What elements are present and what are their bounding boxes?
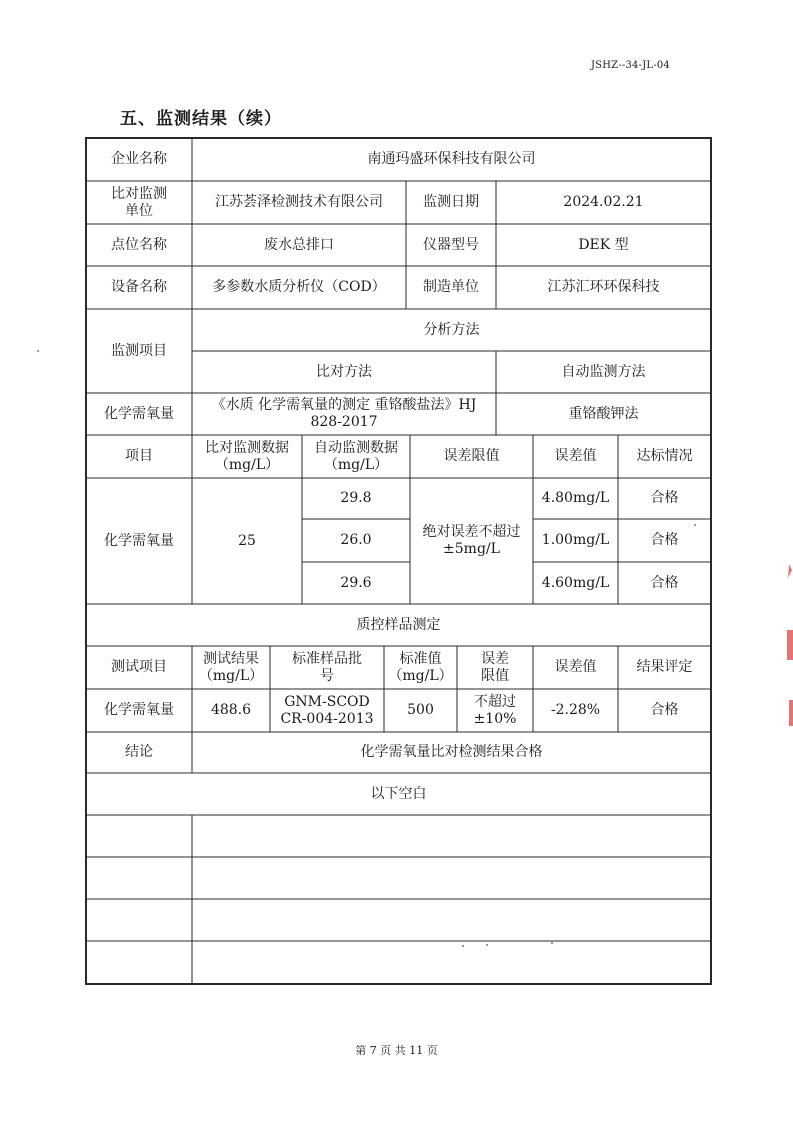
document-code: JSHZ--34-JL-04 <box>591 60 670 71</box>
scan-speck <box>37 350 39 352</box>
point-name-value: 废水总排口 <box>264 236 334 253</box>
cod-method-label: 化学需氧量 <box>104 405 174 422</box>
error-value: 1.00mg/L <box>541 532 610 548</box>
auto-value: 26.0 <box>340 532 372 548</box>
auto-method-value: 重铬酸钾法 <box>568 405 639 422</box>
scan-speck <box>486 944 488 946</box>
company-name-value: 南通玛盛环保科技有限公司 <box>367 151 536 167</box>
device-name-value: 多参数水质分析仪（COD） <box>212 279 386 295</box>
qc-result-header: 测试结果（mg/L） <box>198 650 264 684</box>
auto-data-header: 自动监测数据（mg/L） <box>314 439 398 473</box>
error-value-header: 误差值 <box>554 448 597 464</box>
page-number: 第 7 页 共 11 页 <box>355 1044 438 1057</box>
qc-error: -2.28% <box>550 702 601 718</box>
scan-speck <box>462 945 464 947</box>
qc-error-header: 误差值 <box>554 659 597 675</box>
compare-unit-label: 比对监测单位 <box>111 185 167 219</box>
qc-evaluation: 合格 <box>650 702 679 718</box>
compare-unit-value: 江苏荟泽检测技术有限公司 <box>215 194 383 210</box>
scan-speck <box>694 524 696 526</box>
compare-method-header: 比对方法 <box>316 363 372 380</box>
device-name-label: 设备名称 <box>111 279 167 295</box>
error-value: 4.60mg/L <box>541 574 610 591</box>
error-value: 4.80mg/L <box>541 490 610 506</box>
auto-method-header: 自动监测方法 <box>561 363 646 380</box>
qc-batch: GNM-SCOD CR-004-2013 <box>280 693 374 727</box>
point-name-label: 点位名称 <box>111 236 167 253</box>
conclusion-value: 化学需氧量比对检测结果合格 <box>360 744 543 760</box>
monitor-date-label: 监测日期 <box>423 194 479 210</box>
scan-speck <box>551 942 553 944</box>
status-value: 合格 <box>650 490 679 506</box>
manufacturer-label: 制造单位 <box>423 279 479 295</box>
qc-batch-header: 标准样品批号 <box>292 650 362 684</box>
status-value: 合格 <box>650 532 679 548</box>
qc-std-value: 500 <box>407 702 434 718</box>
qc-limit: 不超过±10% <box>473 693 517 727</box>
company-name-label: 企业名称 <box>111 151 167 167</box>
monitor-item-label: 监测项目 <box>111 342 167 359</box>
error-limit-value: 绝对误差不超过±5mg/L <box>422 524 521 557</box>
section-title: 五、监测结果（续） <box>120 109 282 129</box>
compare-data-header: 比对监测数据（mg/L） <box>205 439 289 473</box>
measure-item: 化学需氧量 <box>104 532 174 549</box>
qc-evaluation-header: 结果评定 <box>636 659 693 675</box>
compare-method-value: 《水质 化学需氧量的测定 重铬酸盐法》HJ 828-2017 <box>211 397 477 430</box>
error-limit-header: 误差限值 <box>443 448 500 464</box>
auto-value: 29.6 <box>340 574 372 591</box>
analysis-method-header: 分析方法 <box>423 321 480 338</box>
qc-limit-header: 误差限值 <box>481 650 509 684</box>
status-header: 达标情况 <box>636 448 693 464</box>
instrument-model-label: 仪器型号 <box>423 236 479 253</box>
status-value: 合格 <box>650 574 679 591</box>
qc-result: 488.6 <box>210 702 252 718</box>
qc-section-title: 质控样品测定 <box>356 616 441 633</box>
conclusion-label: 结论 <box>125 744 153 760</box>
stamp-edge <box>781 560 793 730</box>
monitor-date-value: 2024.02.21 <box>563 194 644 210</box>
compare-value: 25 <box>238 532 256 549</box>
qc-std-value-header: 标准值（mg/L） <box>388 650 453 684</box>
item-header: 项目 <box>125 448 153 464</box>
qc-test-item-header: 测试项目 <box>111 659 167 675</box>
qc-test-item: 化学需氧量 <box>104 702 174 718</box>
auto-value: 29.8 <box>340 490 372 506</box>
instrument-model-value: DEK 型 <box>578 236 629 253</box>
blank-note: 以下空白 <box>370 785 427 802</box>
manufacturer-value: 江苏汇环环保科技 <box>547 279 660 295</box>
